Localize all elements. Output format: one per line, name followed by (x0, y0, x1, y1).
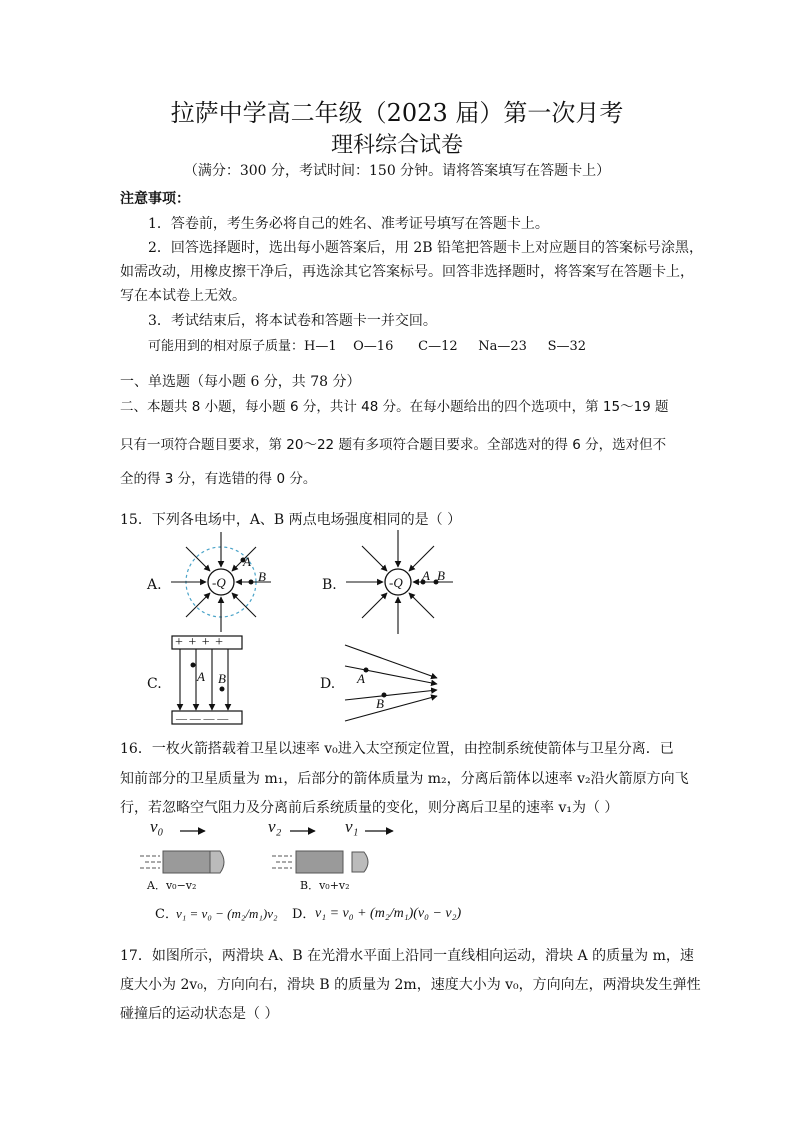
q16-option-b: B．v₀+v₂ (300, 879, 350, 892)
q15-a-charge-label: -Q (212, 575, 226, 590)
q16-v0-label: v₀ (150, 817, 164, 836)
q15-option-a: A. (147, 577, 162, 593)
q16-v1-label: v₁ (345, 817, 359, 836)
q15-option-d: D. (320, 676, 336, 692)
q17-line-2: 度大小为 2v₀，方向向右，滑块 B 的质量为 2m，速度大小为 v₀，方向向左，两滑块发生弹性 (120, 977, 701, 993)
q16-formula-c: v₁ = v₀ − (m₂/m₁)v₂ (176, 906, 278, 921)
q15-a-point-a: A (243, 554, 251, 569)
q15-b-point-a: A (422, 568, 430, 583)
section-2-line-3: 全的得 3 分，有选错的得 0 分。 (120, 471, 317, 487)
q16-option-a: A．v₀−v₂ (147, 879, 197, 892)
notice-item-2-line-2: 如需改动，用橡皮擦干净后，再选涂其它答案标号。回答非选择题时，将答案写在答题卡上， (120, 264, 694, 280)
q16-option-c: C． (155, 907, 178, 922)
notice-heading: 注意事项： (120, 191, 190, 207)
q15-d-point-b: B (376, 696, 384, 711)
notice-item-2-line-1: 2．回答选择题时，选出每小题答案后，用 2B 铅笔把答题卡上对应题目的答案标号涂黑， (148, 240, 704, 256)
q15-stem: 15．下列各电场中，A、B 两点电场强度相同的是（ ） (120, 512, 462, 528)
q17-line-3: 碰撞后的运动状态是（ ） (120, 1006, 279, 1022)
exam-title: 拉萨中学高二年级（2023 届）第一次月考 (170, 99, 624, 127)
q16-v2-label: v₂ (268, 817, 282, 836)
q15-b-point-b: B (437, 568, 445, 583)
q16-line-3: 行，若忽略空气阻力及分离前后系统质量的变化，则分离后卫星的速率 v₁为（ ） (120, 800, 619, 816)
exam-subtitle: 理科综合试卷 (330, 133, 463, 158)
q16-line-2: 知前部分的卫星质量为 m₁，后部分的箭体质量为 m₂，分离后箭体以速率 v₂沿火箭原方向飞 (120, 771, 689, 787)
q15-option-b: B. (322, 577, 337, 593)
notice-item-1: 1．答卷前，考生务必将自己的姓名、准考证号填写在答题卡上。 (148, 216, 549, 232)
notice-item-2-line-3: 写在本试卷上无效。 (120, 288, 246, 304)
notice-item-3: 3．考试结束后，将本试卷和答题卡一并交回。 (148, 313, 437, 329)
q15-c-positive-plate: + + + + (175, 635, 225, 650)
q15-c-point-b: B (218, 671, 226, 686)
atomic-masses: 可能用到的相对原子质量：H—1 O—16 C—12 Na—23 S—32 (148, 339, 587, 354)
q16-option-d: D． (292, 907, 316, 922)
q16-line-1: 16．一枚火箭搭载着卫星以速率 v₀进入太空预定位置，由控制系统使箭体与卫星分离．已 (120, 741, 674, 757)
q17-line-1: 17．如图所示，两滑块 A、B 在光滑水平面上沿同一直线相向运动，滑块 A 的质量为 m，速 (120, 948, 694, 964)
q15-a-point-b: B (258, 569, 266, 584)
q15-c-negative-plate: — — — — (176, 713, 229, 725)
q15-option-c: C. (147, 676, 162, 692)
section-2-line-1: 二、本题共 8 小题，每小题 6 分，共计 48 分。在每小题给出的四个选项中，第 15～19 题 (120, 399, 669, 415)
q15-c-point-a: A (197, 669, 205, 684)
q15-b-charge-label: -Q (389, 575, 403, 590)
section-1-heading: 一、单选题（每小题 6 分，共 78 分） (120, 374, 361, 390)
q15-d-point-a: A (357, 671, 365, 686)
exam-note: （满分：300 分，考试时间：150 分钟。请将答案填写在答题卡上） (183, 163, 611, 179)
section-2-line-2: 只有一项符合题目要求，第 20～22 题有多项符合题目要求。全部选对的得 6 分，选对但不 (120, 437, 667, 453)
q16-formula-d: v₁ = v₀ + (m₂/m₁)(v₀ − v₂) (315, 906, 462, 921)
